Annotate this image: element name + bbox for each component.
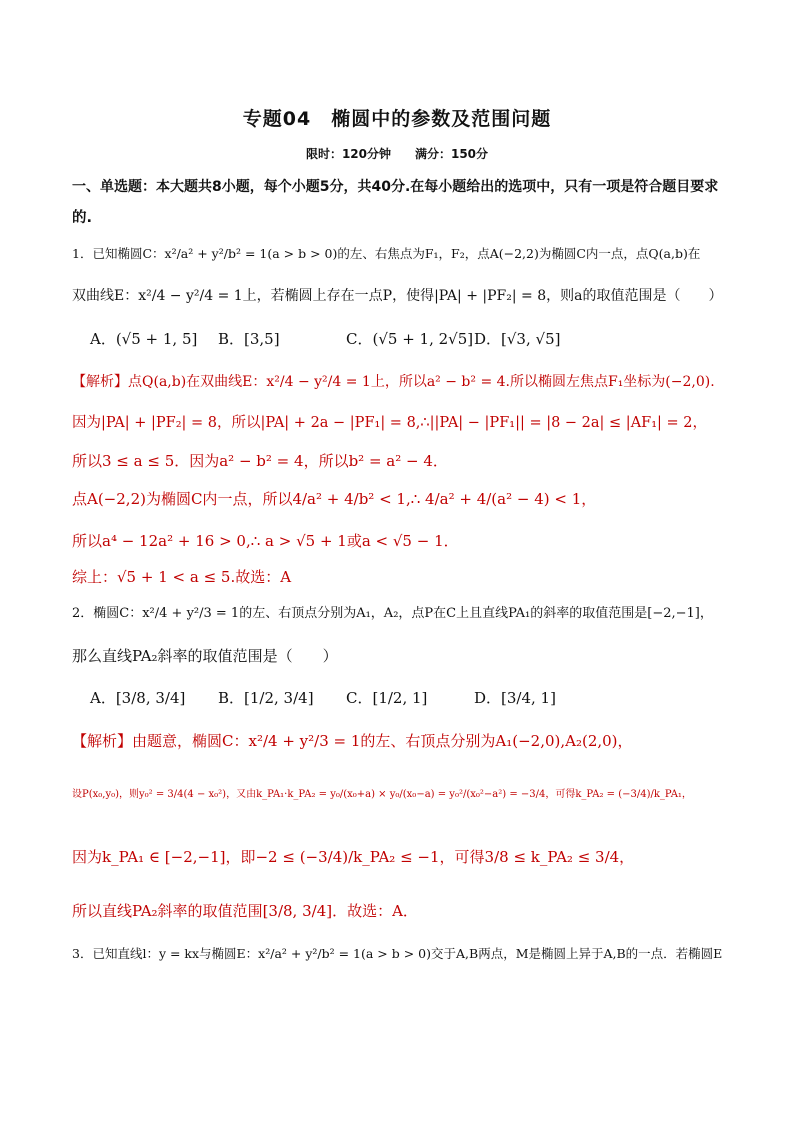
q1-solution-line2: 因为|PA| + |PF₂| = 8，所以|PA| + 2a − |PF₁| = 8,∴||PA| − |PF₁|| = |8 − 2a| ≤ |AF₁| = 2， <box>72 415 708 431</box>
q2-solution-line1: 【解析】由题意，椭圆C：x²/4 + y²/3 = 1的左、右顶点分别为A₁(−2,0),A₂(2,0)， <box>72 732 633 750</box>
q1-stem-line1: 1．已知椭圆C：x²/a² + y²/b² = 1(a > b > 0)的左、右焦点为F₁，F₂，点A(−2,2)为椭圆C内一点，点Q(a,b)在 <box>72 246 701 261</box>
q1-solution-line5: 所以a⁴ − 12a² + 16 > 0,∴ a > √5 + 1或a < √5 − 1． <box>72 532 459 550</box>
q2-option-d: D．[3/4, 1] <box>474 689 556 707</box>
q1-option-c: C．(√5 + 1, 2√5] <box>346 330 474 348</box>
q2-stem-line2: 那么直线PA₂斜率的取值范围是（ ） <box>72 647 338 665</box>
page-title: 专题04 椭圆中的参数及范围问题 <box>242 108 552 130</box>
q2-solution-line4: 所以直线PA₂斜率的取值范围[3/8, 3/4]．故选：A． <box>72 902 418 920</box>
q2-stem-line1: 2．椭圆C：x²/4 + y²/3 = 1的左、右顶点分别为A₁，A₂，点P在C上且直线PA₁的斜率的取值范围是[−2,−1]， <box>72 606 713 621</box>
q2-solution-line2: 设P(x₀,y₀)，则y₀² = 3/4(4 − x₀²)，又由k_PA₁·k_PA₂ = y₀/(x₀+a) × y₀/(x₀−a) = y₀²/(x₀²−a²) = −3/4，可得k_PA₂ = (−3/4)/k_PA₁， <box>72 789 692 800</box>
section-heading-cont: 的. <box>72 210 93 226</box>
q2-option-b: B．[1/2, 3/4] <box>218 689 314 707</box>
q1-stem-line2: 双曲线E：x²/4 − y²/4 = 1上，若椭圆上存在一点P，使得|PA| + |PF₂| = 8，则a的取值范围是（ ） <box>72 288 723 304</box>
q1-solution-line1: 【解析】点Q(a,b)在双曲线E：x²/4 − y²/4 = 1上，所以a² − b² = 4.所以椭圆左焦点F₁坐标为(−2,0). <box>72 374 715 390</box>
q3-stem-line1: 3．已知直线l：y = kx与椭圆E：x²/a² + y²/b² = 1(a > b > 0)交于A,B两点，M是椭圆上异于A,B的一点．若椭圆E <box>72 946 723 961</box>
page-subtitle: 限时：120分钟 满分：150分 <box>305 147 489 161</box>
section-heading: 一、单选题：本大题共8小题，每个小题5分，共40分.在每小题给出的选项中，只有一项是符合题目要求 <box>72 179 719 195</box>
q1-solution-line3: 所以3 ≤ a ≤ 5．因为a² − b² = 4，所以b² = a² − 4． <box>72 452 448 470</box>
q2-options <box>90 687 602 708</box>
q1-option-a: A．(√5 + 1, 5] <box>90 330 198 348</box>
q2-option-c: C．[1/2, 1] <box>346 689 428 707</box>
q1-option-b: B．[3,5] <box>218 330 280 348</box>
q1-options <box>90 328 602 349</box>
q1-option-d: D．[√3, √5] <box>474 330 561 348</box>
q2-option-a: A．[3/8, 3/4] <box>90 689 186 707</box>
q2-solution-line3: 因为k_PA₁ ∈ [−2,−1]，即−2 ≤ (−3/4)/k_PA₂ ≤ −1，可得3/8 ≤ k_PA₂ ≤ 3/4， <box>72 848 635 866</box>
q1-solution-line4: 点A(−2,2)为椭圆C内一点，所以4/a² + 4/b² < 1,∴ 4/a² + 4/(a² − 4) < 1， <box>72 490 597 508</box>
q1-solution-line6: 综上：√5 + 1 < a ≤ 5.故选：A <box>72 568 292 586</box>
